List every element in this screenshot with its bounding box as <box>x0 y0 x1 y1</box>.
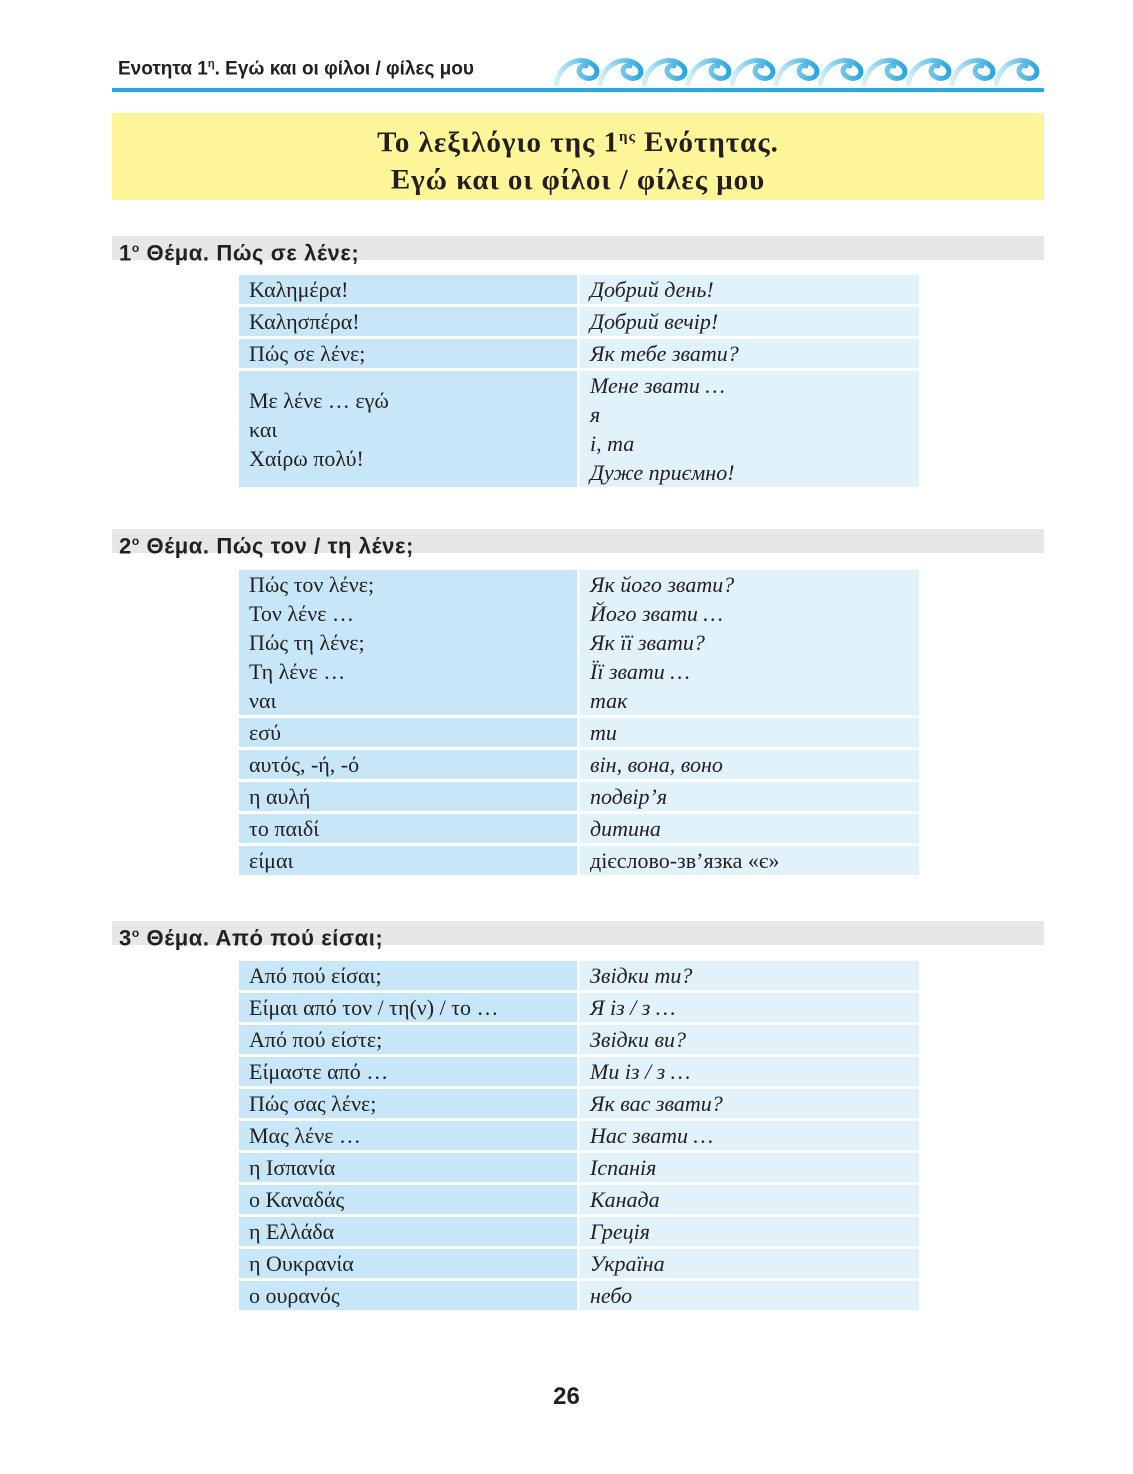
ukrainian-translation <box>580 1281 919 1310</box>
vocabulary-subtitle: Εγώ και οι φίλοι / φίλες μου <box>390 163 766 196</box>
term-line: Україна <box>590 1251 665 1276</box>
vocabulary-title-box <box>112 113 1044 200</box>
vocab-row <box>239 371 919 487</box>
ukrainian-translation <box>580 1249 919 1281</box>
term-line: Τη λένε … <box>249 659 346 684</box>
term-line: ο Καναδάς <box>249 1187 345 1212</box>
greek-term <box>239 961 580 993</box>
term-line: και <box>249 416 278 442</box>
vocab-row <box>239 1121 919 1153</box>
vocabulary-table-2 <box>239 570 919 875</box>
term-line: Καλησπέρα! <box>249 309 360 334</box>
term-line: Звідки ви? <box>590 1027 687 1052</box>
vocab-row <box>239 570 919 718</box>
page-number: 26 <box>553 1383 580 1410</box>
term-line: я <box>590 402 601 427</box>
term-line: η Ουκρανία <box>249 1251 354 1276</box>
section-title: $2^o$ Θέμα. Πώς τον / τη λένε; <box>119 533 414 559</box>
greek-term <box>239 1249 580 1281</box>
term-line: Είμαστε από … <box>249 1059 389 1084</box>
term-line: το παιδί <box>249 816 320 841</box>
wave-curl <box>996 61 1037 84</box>
term-line: Με λένε … εγώ <box>249 387 389 413</box>
term-line: Τον λένε … <box>249 601 354 626</box>
running-header <box>112 48 1044 94</box>
greek-term <box>239 371 580 487</box>
term-line: ο ουρανός <box>249 1283 340 1308</box>
term-line: Канада <box>590 1187 660 1212</box>
ukrainian-translation <box>580 782 919 814</box>
ukrainian-translation <box>580 1185 919 1217</box>
vocabulary-title: Το λεξιλόγιο της $1^{\eta\varsigma}$ Ενότητας. <box>377 126 779 159</box>
section-heading-2 <box>112 529 1044 559</box>
vocab-row <box>239 1185 919 1217</box>
greek-term <box>239 1153 580 1185</box>
term-line: дитина <box>590 816 661 841</box>
vocab-row <box>239 339 919 371</box>
term-line: він, вона, воно <box>590 752 723 777</box>
vocab-row <box>239 1217 919 1249</box>
term-line: Його звати … <box>590 601 723 626</box>
term-line: Дуже приємно! <box>590 460 735 485</box>
vocab-row <box>239 1089 919 1121</box>
ukrainian-translation <box>580 750 919 782</box>
vocab-row <box>239 814 919 846</box>
term-line: Καλημέρα! <box>249 277 349 302</box>
term-line: Греція <box>590 1219 651 1244</box>
ukrainian-translation <box>580 814 919 846</box>
term-line: так <box>590 688 628 713</box>
term-line: εσύ <box>249 720 281 745</box>
header-rule <box>112 88 1044 92</box>
ukrainian-translation <box>580 846 919 875</box>
vocab-row <box>239 961 919 993</box>
vocab-row <box>239 1057 919 1089</box>
term-line: Звідки ти? <box>590 963 693 988</box>
greek-term <box>239 993 580 1025</box>
greek-term <box>239 307 580 339</box>
vocab-row <box>239 750 919 782</box>
greek-term <box>239 846 580 875</box>
term-line: Іспанія <box>590 1155 657 1180</box>
term-line: η Ισπανία <box>249 1155 336 1180</box>
greek-term <box>239 275 580 307</box>
wave-curl <box>600 61 641 84</box>
term-line: Μας λένε … <box>249 1123 361 1148</box>
term-line: Як її звати? <box>590 630 705 655</box>
ukrainian-translation <box>580 1153 919 1185</box>
greek-term <box>239 718 580 750</box>
vocab-row <box>239 1025 919 1057</box>
ukrainian-translation <box>580 307 919 339</box>
vocabulary-table-3 <box>239 961 919 1310</box>
vocabulary-table-1 <box>239 275 919 487</box>
greek-term <box>239 1121 580 1153</box>
term-line: подвір’я <box>590 784 668 809</box>
ukrainian-translation <box>580 371 919 487</box>
term-line: Πώς τον λένε; <box>249 572 375 597</box>
term-line: ти <box>590 720 617 745</box>
term-line: αυτός, -ή, -ό <box>249 752 360 777</box>
ukrainian-translation <box>580 1089 919 1121</box>
vocab-row <box>239 846 919 875</box>
ukrainian-translation <box>580 1121 919 1153</box>
greek-term <box>239 750 580 782</box>
greek-term <box>239 1281 580 1310</box>
term-line: είμαι <box>249 848 294 873</box>
term-line: Πώς σε λένε; <box>249 341 366 366</box>
term-line: і, та <box>590 431 635 456</box>
section-heading-1 <box>112 236 1044 266</box>
greek-term <box>239 782 580 814</box>
wave-curl <box>952 61 993 84</box>
term-line: Χαίρω πολύ! <box>249 445 364 471</box>
greek-term <box>239 1185 580 1217</box>
term-line: Її звати … <box>590 659 690 684</box>
ukrainian-translation <box>580 275 919 307</box>
vocab-row <box>239 307 919 339</box>
ukrainian-translation <box>580 961 919 993</box>
ukrainian-translation <box>580 339 919 371</box>
vocab-row <box>239 993 919 1025</box>
wave-curl <box>908 61 949 84</box>
term-line: Πώς τη λένε; <box>249 630 365 655</box>
wave-curl <box>732 61 773 84</box>
unit-header-title: Ενοτητα $1^\eta$. Εγώ και οι φίλοι / φίλες μου <box>118 58 474 80</box>
section-title: $1^o$ Θέμα. Πώς σε λένε; <box>119 240 360 266</box>
term-line: Добрий вечір! <box>590 309 719 334</box>
term-line: дієслово-зв’язка «є» <box>590 848 780 873</box>
wave-curl <box>688 61 729 84</box>
vocab-row <box>239 718 919 750</box>
term-line: Добрий день! <box>590 277 714 302</box>
vocab-row <box>239 1281 919 1310</box>
greek-term <box>239 339 580 371</box>
wave-curl <box>644 61 685 84</box>
term-line: Από πού είστε; <box>249 1027 383 1052</box>
term-line: Як вас звати? <box>590 1091 723 1116</box>
wave-curl <box>864 61 905 84</box>
greek-term <box>239 1089 580 1121</box>
term-line: Από πού είσαι; <box>249 963 382 988</box>
section-title: $3^o$ Θέμα. Από πού είσαι; <box>119 925 384 951</box>
vocab-row <box>239 782 919 814</box>
term-line: Нас звати … <box>590 1123 714 1148</box>
ukrainian-translation <box>580 718 919 750</box>
term-line: η Ελλάδα <box>249 1219 335 1244</box>
term-line: Είμαι από τον / τη(ν) / το … <box>249 995 499 1020</box>
ukrainian-translation <box>580 570 919 718</box>
ukrainian-translation <box>580 1217 919 1249</box>
vocab-row <box>239 1153 919 1185</box>
term-line: ναι <box>249 688 277 713</box>
term-line: η αυλή <box>249 784 311 809</box>
greek-term <box>239 1217 580 1249</box>
greek-term <box>239 814 580 846</box>
term-line: Як його звати? <box>590 572 735 597</box>
vocab-row <box>239 1249 919 1281</box>
greek-term <box>239 1025 580 1057</box>
wave-ornament-icon <box>552 50 1044 88</box>
term-line: Πώς σας λένε; <box>249 1091 377 1116</box>
term-line: Я із / з … <box>590 995 676 1020</box>
ukrainian-translation <box>580 1057 919 1089</box>
vocab-row <box>239 275 919 307</box>
ukrainian-translation <box>580 993 919 1025</box>
section-heading-3 <box>112 921 1044 951</box>
ukrainian-translation <box>580 1025 919 1057</box>
wave-curl <box>776 61 817 84</box>
term-line: Мене звати … <box>590 373 725 398</box>
wave-curl <box>556 61 597 84</box>
greek-term <box>239 1057 580 1089</box>
term-line: Як тебе звати? <box>590 341 739 366</box>
term-line: Ми із / з … <box>590 1059 691 1084</box>
term-line: небо <box>590 1283 633 1308</box>
wave-curl <box>820 61 861 84</box>
greek-term <box>239 570 580 718</box>
